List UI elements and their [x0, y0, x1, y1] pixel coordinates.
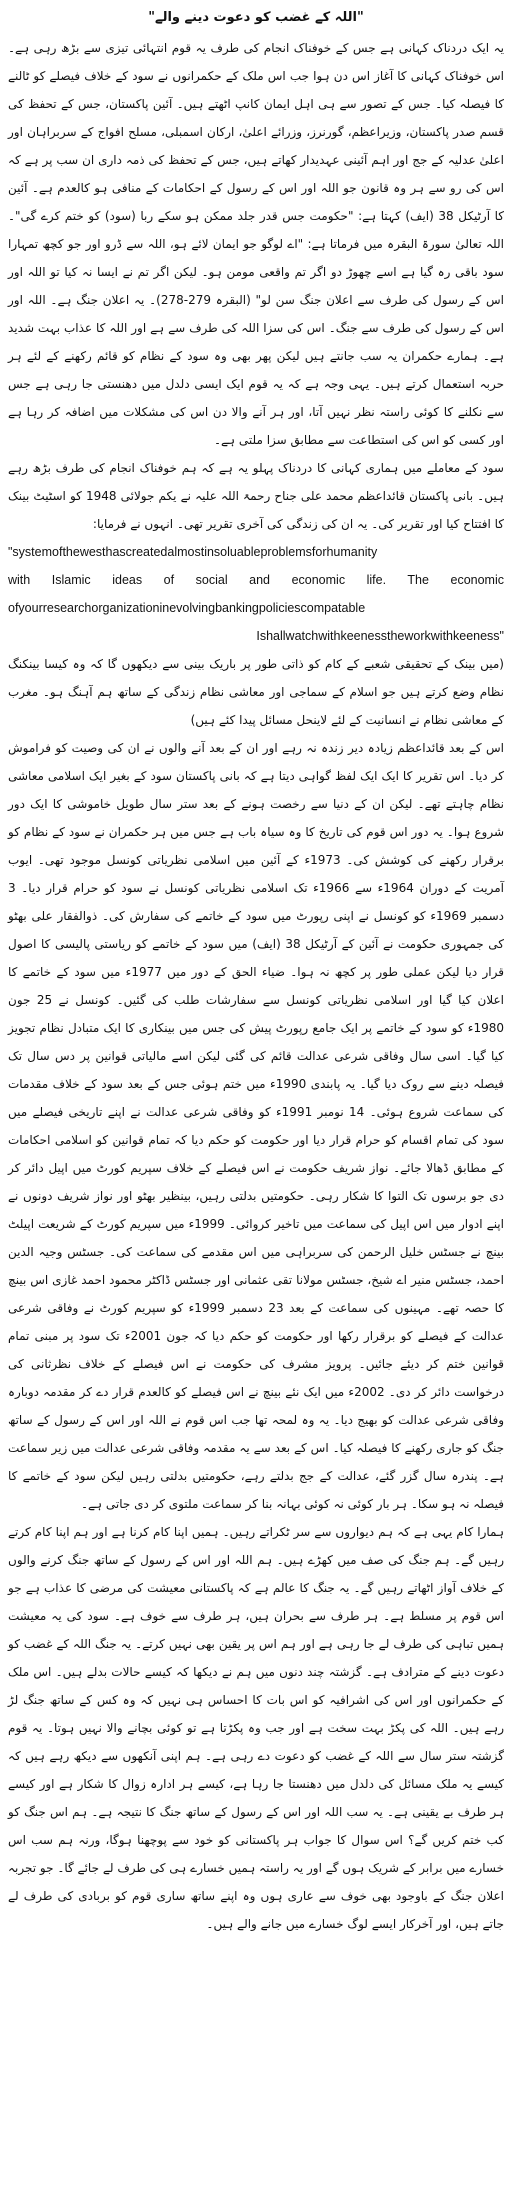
article-body-continued	[8, 650, 504, 1938]
paragraph-translation: (میں بینک کے تحقیقی شعبے کے کام کو ذاتی طور پر باریک بینی سے دیکھوں گا کہ وہ کیسا بینکنگ نظام وضع کرتے ہیں جو اسلام کے سماجی اور معاشی نظام زندگی کے ساتھ ہم آہنگ ہو۔ مغرب کے معاشی نظام نے انسانیت کے لئے لاینحل مسائل پیدا کئے ہیں)	[8, 657, 504, 727]
quote-line-4: Ishallwatchwithkeenesstheworkwithkeeness"	[256, 629, 504, 643]
paragraph-conclusion: ہمارا کام یہی ہے کہ ہم دیواروں سے سر ٹکراتے رہیں۔ ہمیں اپنا کام کرنا ہے اور ہم اپنا کام کرتے رہیں گے۔ ہم جنگ کی صف میں کھڑے ہیں۔ ہم اللہ اور اس کے رسول کے ساتھ جنگ کرنے والوں کے خلاف آواز اٹھاتے رہیں گے۔ یہ جنگ کا عالم ہے کہ پاکستانی معیشت کی مرضی کا عذاب ہے جو اس قوم پر مسلط ہے۔ ہر طرف سے بحران ہیں، ہر طرف سے خوف ہے۔ سود کی یہ معیشت ہمیں تباہی کی طرف لے جا رہی ہے اور ہم اس پر یقین بھی نہیں کرتے۔ یہ جنگ اللہ کے غضب کو دعوت دینے کے مترادف ہے۔ گزشتہ چند دنوں میں ہم نے دیکھا کہ کیسے حالات بدلے ہیں۔ اس ملک کے حکمرانوں اور اس کی اشرافیہ کو اس بات کا احساس ہی نہیں کہ وہ کس کے ساتھ جنگ لڑ رہے ہیں۔ اللہ کی پکڑ بہت سخت ہے اور جب وہ پکڑتا ہے تو کوئی بچانے والا نہیں ہوتا۔ یہ قوم گزشتہ ستر سال سے اللہ کے غضب کو دعوت دے رہی ہے۔ ہم اپنی آنکھوں سے دیکھ رہے ہیں کہ کیسے یہ ملک مسائل کی دلدل میں دھنستا جا رہا ہے، کیسے ہر ادارہ زوال کا شکار ہے اور کیسے ہر طرف بے یقینی ہے۔ یہ سب اللہ اور اس کے رسول کے ساتھ جنگ کا نتیجہ ہے۔ ہم اس جنگ کو کب ختم کریں گے؟ اس سوال کا جواب ہر پاکستانی کو خود سے پوچھنا ہوگا، ورنہ ہم سب اس خسارے میں برابر کے شریک ہوں گے اور یہ راستہ ہمیں خسارے ہی کی طرف لے جائے گا۔ جو تجربہ اعلان جنگ کے باوجود بھی خوف سے عاری ہوں وہ اپنے ساتھ ساری قوم کو بربادی کی طرف لے جاتے ہیں، اور آخرکار ایسے لوگ خسارے میں جانے والے ہیں۔	[8, 1525, 504, 1931]
paragraph-history: اس کے بعد قائداعظم زیادہ دیر زندہ نہ رہے اور ان کے بعد آنے والوں نے ان کی وصیت کو فراموش کر دیا۔ اس تقریر کا ایک ایک لفظ گواہی دیتا ہے کہ بانی پاکستان سود کے بغیر ایک اسلامی معاشی نظام چاہتے تھے۔ لیکن ان کے دنیا سے رخصت ہونے کے بعد ستر سال طویل خاموشی کا ایک دور شروع ہوا۔ یہ دور اس قوم کی تاریخ کا وہ سیاہ باب ہے جس میں ہر حکمران نے سود کے نظام کو برقرار رکھنے کی کوشش کی۔ 1973ء کے آئین میں اسلامی نظریاتی کونسل موجود تھی۔ ایوب آمریت کے دوران 1964ء سے 1966ء تک اسلامی نظریاتی کونسل نے سود کو حرام قرار دیا۔ 3 دسمبر 1969ء کو کونسل نے اپنی رپورٹ میں سود کے خاتمے کی سفارش کی۔ ذوالفقار علی بھٹو کی جمہوری حکومت نے آئین کے آرٹیکل 38 (ایف) میں سود کے خاتمے کو ریاستی پالیسی کا اصول قرار دیا لیکن عملی طور پر کچھ نہ ہوا۔ ضیاء الحق کے دور میں 1977ء میں سود کے خاتمے کا اعلان کیا گیا اور اسلامی نظریاتی کونسل سے سفارشات طلب کی گئیں۔ کونسل نے 25 جون 1980ء کو سود کے خاتمے پر ایک جامع رپورٹ پیش کی جس میں بینکاری کا ایک متبادل نظام تجویز کیا گیا۔ اسی سال وفاقی شرعی عدالت قائم کی گئی لیکن اسے مالیاتی قوانین پر دس سال تک فیصلہ دینے سے روک دیا گیا۔ یہ پابندی 1990ء میں ختم ہوئی جس کے بعد سود کے خلاف مقدمات کی سماعت شروع ہوئی۔ 14 نومبر 1991ء کو وفاقی شرعی عدالت نے اپنے تاریخی فیصلے میں سود کی تمام اقسام کو حرام قرار دیا اور حکومت کو حکم دیا کہ تمام قوانین کو اسلامی احکامات کے مطابق ڈھالا جائے۔ نواز شریف حکومت نے اس فیصلے کے خلاف سپریم کورٹ میں اپیل دائر کر دی جو برسوں تک التوا کا شکار رہی۔ حکومتیں بدلتی رہیں، بینظیر بھٹو اور نواز شریف دونوں نے اپنے ادوار میں اس اپیل کی سماعت میں تاخیر کروائی۔ 1999ء میں سپریم کورٹ کے شریعت اپیلٹ بینچ نے جسٹس خلیل الرحمن کی سربراہی میں اس مقدمے کی سماعت کی۔ جسٹس وجیہ الدین احمد، جسٹس منیر اے شیخ، جسٹس مولانا تقی عثمانی اور جسٹس ڈاکٹر محمود احمد غازی اس بینچ کا حصہ تھے۔ مہینوں کی سماعت کے بعد 23 دسمبر 1999ء کو سپریم کورٹ نے وفاقی شرعی عدالت کے فیصلے کو برقرار رکھا اور حکومت کو حکم دیا کہ جون 2001ء تک سود پر مبنی تمام قوانین ختم کر دیئے جائیں۔ پرویز مشرف کی حکومت نے اس فیصلے کے خلاف نظرثانی کی درخواست دائر کر دی۔ 2002ء میں ایک نئے بینچ نے اس فیصلے کو کالعدم قرار دے کر مقدمہ دوبارہ وفاقی شرعی عدالت کو بھیج دیا۔ یہ وہ لمحہ تھا جب اس قوم نے اللہ اور اس کے رسول کے ساتھ جنگ کو جاری رکھنے کا فیصلہ کیا۔ اس کے بعد سے یہ مقدمہ وفاقی شرعی عدالت میں زیر سماعت ہے۔ پندرہ سال گزر گئے، عدالت کے جج بدلتے رہے، حکومتیں بدلتی رہیں لیکن سود کے خاتمے کا فیصلہ نہ ہو سکا۔ ہر بار کوئی نہ کوئی بہانہ بنا کر سماعت ملتوی کر دی جاتی ہے۔	[8, 741, 505, 1511]
article-body	[8, 34, 504, 538]
quote-line-1: "systemofthewesthascreatedalmostinsoluableproblemsforhumanity	[8, 545, 378, 559]
quote-line-2: with Islamic ideas of social and economic life. The economic	[8, 573, 504, 587]
paragraph-quaid-speech: سود کے معاملے میں ہماری کہانی کا دردناک پہلو یہ ہے کہ ہم خوفناک انجام کی طرف بڑھ رہے ہیں۔ بانی پاکستان قائداعظم محمد علی جناح رحمۃ اللہ علیہ نے یکم جولائی 1948 کو اسٹیٹ بینک کا افتتاح کیا اور تقریر کی۔ یہ ان کی زندگی کی آخری تقریر تھی۔ انہوں نے فرمایا:	[8, 461, 504, 531]
english-quote	[8, 538, 504, 650]
article-title: "اللہ کے غضب کو دعوت دینے والے"	[148, 10, 364, 25]
quote-line-3: ofyourresearchorganizationinevolvingbankingpoliciescompatable	[8, 601, 366, 615]
paragraph-intro: یہ ایک دردناک کہانی ہے جس کے خوفناک انجام کی طرف یہ قوم انتہائی تیزی سے بڑھ رہی ہے۔ اس خوفناک کہانی کا آغاز اس دن ہوا جب اس ملک کے حکمرانوں نے سود کے خلاف فیصلے کو ٹالنے کا فیصلہ کیا۔ جس کے تصور سے ہی اہل ایمان کانپ اٹھتے ہیں۔ آئین پاکستان، جس کے تحفظ کی قسم صدر پاکستان، وزیراعظم، گورنرز، وزرائے اعلیٰ، ارکان اسمبلی، مسلح افواج کے سربراہان اور اعلیٰ عدلیہ کے جج اور اہم آئینی عہدیدار کھاتے ہیں، جس کے تحفظ کی ذمہ داری ان سب پر ہے کہ اس کی رو سے ہر وہ قانون جو اللہ اور اس کے رسول کے احکامات کے منافی ہو کالعدم ہے۔ آئین کا آرٹیکل 38 (ایف) کہتا ہے: "حکومت جس قدر جلد ممکن ہو سکے ربا (سود) کو ختم کرے گی"۔ اللہ تعالیٰ سورۃ البقرہ میں فرماتا ہے: "اے لوگو جو ایمان لائے ہو، اللہ سے ڈرو اور جو کچھ تمہارا سود باقی رہ گیا ہے اسے چھوڑ دو اگر تم واقعی مومن ہو۔ لیکن اگر تم نے ایسا نہ کیا تو اللہ اور اس کے رسول کی طرف سے اعلان جنگ سن لو" (البقرہ 279-278)۔ یہ اعلان جنگ ہے۔ اللہ اور اس کے رسول کی طرف سے جنگ۔ اس کی سزا اللہ کی طرف سے ہے اور اللہ کا عذاب بہت شدید ہے۔ ہمارے حکمران یہ سب جانتے ہیں لیکن پھر بھی وہ سود کے نظام کو قائم رکھنے کے لئے ہر حربہ استعمال کرتے ہیں۔ یہی وجہ ہے کہ یہ قوم ایک ایسی دلدل میں دھنستی جا رہی ہے جس سے نکلنے کا کوئی راستہ نظر نہیں آتا، اور ہر آنے والا دن اس کی مشکلات میں اضافہ کر رہا ہے اور کسی کو اس کی استطاعت سے مطابق سزا ملتی ہے۔	[8, 41, 504, 447]
